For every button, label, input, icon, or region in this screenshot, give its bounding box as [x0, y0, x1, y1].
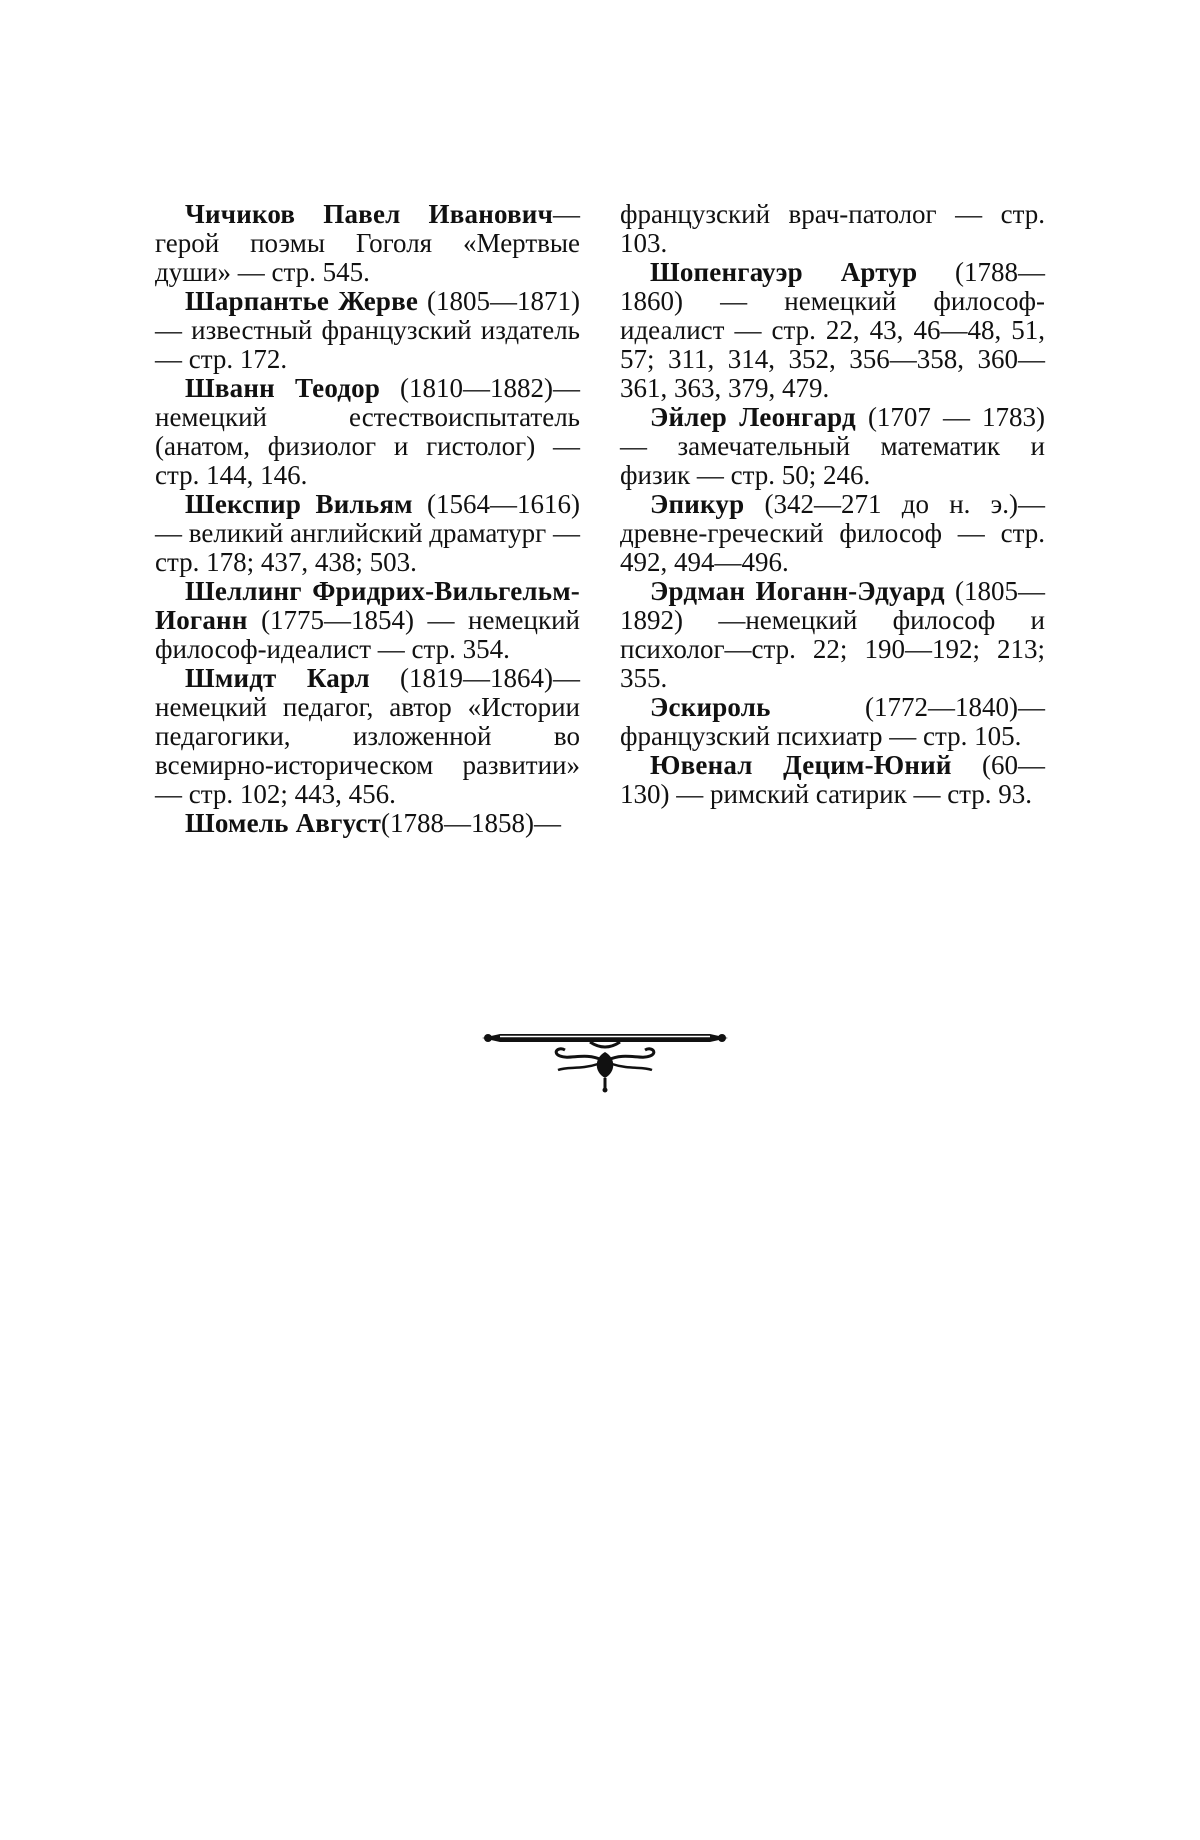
- entry-name: Шеллинг Фридрих-Вильгельм-Иоганн: [155, 576, 580, 635]
- entry-name: Эпикур: [650, 489, 745, 519]
- index-entry-continuation: [620, 200, 1045, 258]
- entry-name: Шекспир Вильям: [185, 489, 413, 519]
- index-entry: [155, 490, 580, 577]
- entry-name: Шмидт Карл: [185, 663, 370, 693]
- entry-name: Чичиков Павел Иванович: [185, 199, 553, 229]
- entry-name: Шомель Август: [185, 808, 382, 838]
- index-entry: [155, 577, 580, 664]
- index-entry: [155, 374, 580, 490]
- entry-text: (1788—1858)—: [381, 808, 562, 838]
- entry-text: (1810—1882)— немецкий естествоиспытатель (анатом, физиолог и гистолог) — стр. 144, 146.: [155, 373, 580, 490]
- index-entry: [155, 287, 580, 374]
- index-entry: [620, 577, 1045, 693]
- entry-text: — герой поэмы Гоголя «Мертвые души» — стр. 545.: [155, 199, 580, 287]
- entry-text: (60—130) — римский сатирик — стр. 93.: [620, 750, 1045, 809]
- index-entry: [620, 403, 1045, 490]
- index-entry: [620, 490, 1045, 577]
- entry-text: (1564—1616) — великий английский драматург — стр. 178; 437, 438; 503.: [155, 489, 580, 577]
- entry-name: Ювенал Децим-Юний: [650, 750, 952, 780]
- index-entry: [155, 664, 580, 809]
- index-entry: [620, 751, 1045, 809]
- entry-name: Шванн Теодор: [185, 373, 381, 403]
- entry-text: (342—271 до н. э.)— древне-греческий философ — стр. 492, 494—496.: [620, 489, 1045, 577]
- entry-text: (1819—1864)— немецкий педагог, автор «Истории педагогики, изложенной во всемирно-историческом развитии» — стр. 102; 443, 456.: [155, 663, 580, 809]
- index-entry: [620, 258, 1045, 403]
- index-entry: [620, 693, 1045, 751]
- entry-text: (1775—1854) — немецкий философ-идеалист — стр. 354.: [155, 605, 580, 664]
- index-entry: [155, 809, 580, 838]
- entry-name: Эрдман Иоганн-Эдуард: [650, 576, 945, 606]
- entry-text: (1788—1860) — немецкий философ-идеалист — стр. 22, 43, 46—48, 51, 57; 311, 314, 352, 356—358, 360—361, 363, 379, 479.: [620, 257, 1045, 403]
- entry-text: (1805—1871) — известный французский издатель — стр. 172.: [155, 286, 580, 374]
- entry-name: Шарпантье Жерве: [185, 286, 419, 316]
- entry-name: Эскироль: [650, 692, 771, 722]
- index-column-left: [155, 200, 580, 838]
- index-entry: [155, 200, 580, 287]
- entry-text: (1707 — 1783) — замечательный математик и физик — стр. 50; 246.: [620, 402, 1045, 490]
- entry-name: Эйлер Леонгард: [650, 402, 856, 432]
- decorative-vignette-icon: [480, 1022, 730, 1094]
- entry-text: (1772—1840)— французский психиатр — стр. 105.: [620, 692, 1045, 751]
- index-column-right: [620, 200, 1045, 809]
- entry-name: Шопенгауэр Артур: [650, 257, 918, 287]
- entry-text: французский врач-патолог — стр. 103.: [620, 199, 1045, 258]
- entry-text: (1805— 1892) —немецкий философ и психолог—стр. 22; 190—192; 213; 355.: [620, 576, 1045, 693]
